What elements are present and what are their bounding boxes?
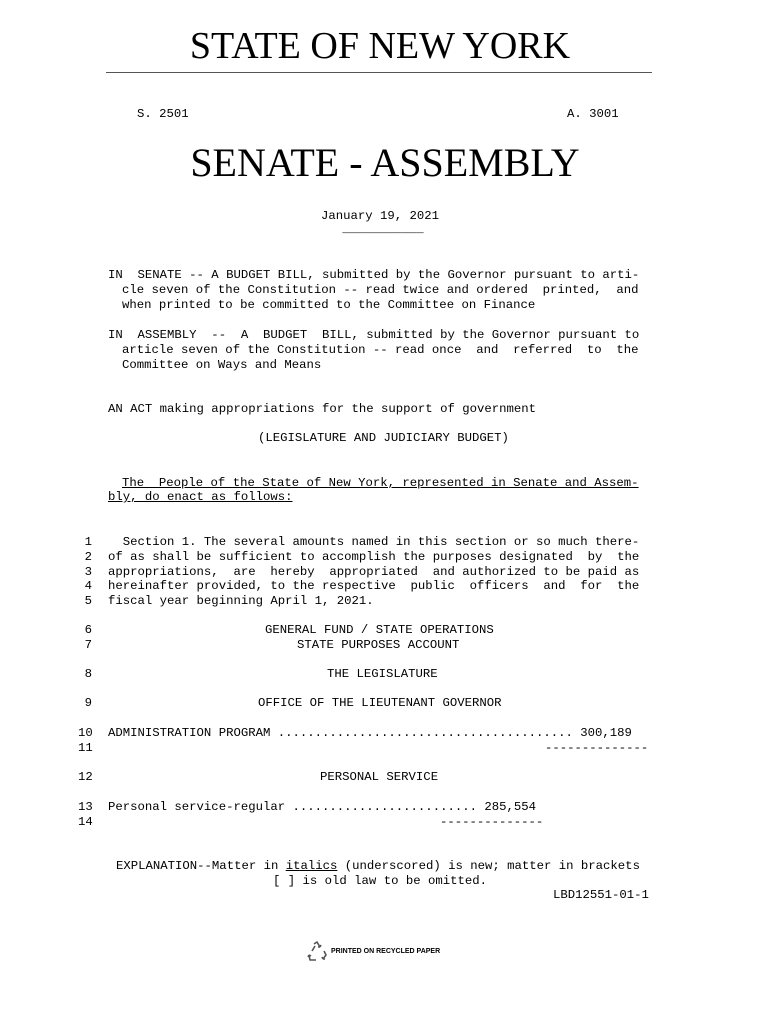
act-subtitle: (LEGISLATURE AND JUDICIARY BUDGET): [258, 431, 509, 445]
line-number: 10: [78, 726, 93, 740]
line-number: 7: [84, 638, 92, 652]
assembly-bill-number: A. 3001: [567, 107, 619, 121]
line-number: 6: [84, 623, 92, 637]
senate-intro-line: when printed to be committed to the Committee on Finance: [122, 298, 536, 312]
section-heading: STATE PURPOSES ACCOUNT: [297, 638, 460, 652]
line-number: 9: [84, 696, 92, 710]
line-number: 4: [84, 579, 92, 593]
subtotal-rule: --------------: [545, 741, 649, 755]
section-heading: OFFICE OF THE LIEUTENANT GOVERNOR: [258, 696, 502, 710]
chamber-title: SENATE - ASSEMBLY: [190, 140, 580, 185]
explanation-line: [ ] is old law to be omitted.: [273, 874, 488, 888]
senate-intro-line: cle seven of the Constitution -- read twice and ordered printed, and: [122, 283, 639, 297]
explanation-line: [116, 859, 640, 874]
line-number: 5: [84, 594, 92, 608]
section-heading: PERSONAL SERVICE: [320, 770, 439, 784]
enacting-clause-line: bly, do enact as follows:: [108, 490, 293, 504]
state-title: STATE OF NEW YORK: [189, 25, 571, 67]
line-number: 12: [78, 770, 93, 784]
title-rule: [106, 72, 652, 73]
recycle-icon: [305, 940, 329, 964]
recycled-paper-label: PRINTED ON RECYCLED PAPER: [331, 948, 441, 955]
senate-bill-number: S. 2501: [137, 107, 189, 121]
explanation-italics: italics: [285, 859, 338, 873]
body-line: fiscal year beginning April 1, 2021.: [108, 594, 374, 608]
enacting-clause-line: The People of the State of New York, represented in Senate and Assem-: [122, 476, 639, 490]
body-line: hereinafter provided, to the respective public officers and for the: [108, 579, 640, 593]
line-number: 8: [84, 667, 92, 681]
assembly-intro-line: IN ASSEMBLY -- A BUDGET BILL, submitted by the Governor pursuant to: [108, 328, 640, 342]
line-number: 14: [78, 815, 93, 829]
act-title: AN ACT making appropriations for the support of government: [108, 402, 537, 416]
explanation-text: EXPLANATION--Matter in: [116, 859, 286, 873]
subtotal-rule: --------------: [440, 815, 544, 829]
line-number: 1: [84, 535, 92, 549]
explanation-text: (underscored) is new; matter in brackets: [337, 859, 640, 873]
body-line: Section 1. The several amounts named in this section or so much there-: [108, 535, 640, 549]
line-number: 2: [84, 550, 92, 564]
bill-date: January 19, 2021: [320, 209, 440, 223]
line-number: 3: [84, 565, 92, 579]
section-heading: THE LEGISLATURE: [327, 667, 438, 681]
appropriation-line: ADMINISTRATION PROGRAM ........................................ 300,189: [108, 726, 632, 740]
line-number: 11: [78, 741, 93, 755]
body-line: of as shall be sufficient to accomplish the purposes designated by the: [108, 550, 640, 564]
appropriation-line: Personal service-regular ......................... 285,554: [108, 800, 537, 814]
senate-intro-line: IN SENATE -- A BUDGET BILL, submitted by the Governor pursuant to arti-: [108, 268, 640, 282]
line-number: 13: [78, 800, 93, 814]
body-line: appropriations, are hereby appropriated and authorized to be paid as: [108, 565, 640, 579]
date-rule: ___________: [342, 222, 424, 236]
assembly-intro-line: article seven of the Constitution -- read once and referred to the: [122, 343, 639, 357]
assembly-intro-line: Committee on Ways and Means: [122, 358, 322, 372]
section-heading: GENERAL FUND / STATE OPERATIONS: [265, 623, 494, 637]
document-code: LBD12551-01-1: [553, 888, 649, 902]
